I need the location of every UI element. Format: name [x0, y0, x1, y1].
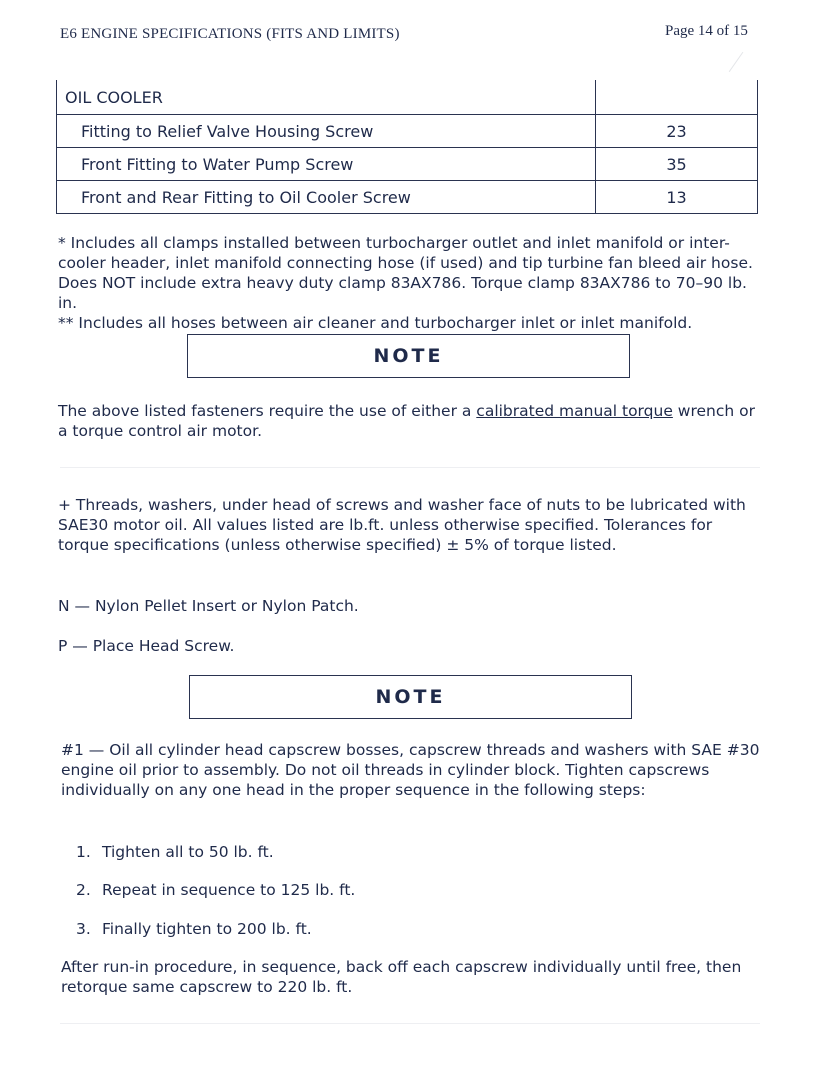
step-number: 1.	[76, 843, 91, 861]
step-number: 2.	[76, 881, 91, 899]
table-row	[57, 181, 758, 214]
table-row	[57, 115, 758, 148]
page-header-title: E6 ENGINE SPECIFICATIONS (FITS AND LIMITS)	[60, 26, 400, 42]
step-number: 3.	[76, 920, 91, 938]
table-row-label: Front Fitting to Water Pump Screw	[57, 148, 596, 181]
tighten-step	[76, 843, 274, 861]
divider	[60, 467, 760, 468]
oil-cooler-torque-table	[56, 80, 758, 214]
table-row-label: Front and Rear Fitting to Oil Cooler Screw	[57, 181, 596, 214]
note-heading-box	[187, 334, 630, 378]
footnote-single-asterisk: * Includes all clamps installed between turbocharger outlet and inlet manifold or inter-cooler header, inlet manifold connecting hose (if used) and tip turbine fan bleed air hose. Does NOT include extra heavy duty clamp 83AX786. Torque clamp 83AX786 to 70–90 lb. in.	[58, 234, 753, 312]
nylon-note: N — Nylon Pellet Insert or Nylon Patch.	[58, 597, 359, 615]
table-section-value	[596, 80, 758, 115]
table-row-value: 23	[596, 115, 758, 148]
table-row	[57, 148, 758, 181]
table-row-value: 13	[596, 181, 758, 214]
step-text: Finally tighten to 200 lb. ft.	[102, 920, 312, 938]
lubrication-note: + Threads, washers, under head of screws and washer face of nuts to be lubricated with SAE30 motor oil. All values listed are lb.ft. unless otherwise specified. Tolerances for torque specifications (unless otherwise specified) ± 5% of torque listed.	[58, 496, 746, 554]
note-heading-box	[189, 675, 632, 719]
place-head-note: P — Place Head Screw.	[58, 637, 235, 655]
table-section-row	[57, 80, 758, 115]
note-heading: NOTE	[375, 686, 446, 708]
capscrew-note: #1 — Oil all cylinder head capscrew bosses, capscrew threads and washers with SAE #30 engine oil prior to assembly. Do not oil threads in cylinder block. Tighten capscrews individually on any one head in the proper sequence in the following steps:	[61, 741, 760, 799]
table-row-value: 35	[596, 148, 758, 181]
tighten-step	[76, 881, 355, 899]
table-section-label: OIL COOLER	[57, 80, 596, 115]
calibrated-torque-link[interactable]: calibrated manual torque	[476, 402, 673, 420]
note1-text	[58, 401, 763, 441]
step-text: Tighten all to 50 lb. ft.	[102, 843, 274, 861]
note1-text-tail: wrench or a torque control air motor.	[58, 402, 755, 440]
note-heading: NOTE	[373, 345, 444, 367]
step-text: Repeat in sequence to 125 lb. ft.	[102, 881, 356, 899]
divider	[60, 1023, 760, 1024]
tighten-step	[76, 920, 312, 938]
note1-text-before: The above listed fasteners require the use of either a	[58, 402, 477, 420]
footnote-double-asterisk: ** Includes all hoses between air cleaner and turbocharger inlet or inlet manifold.	[58, 314, 693, 332]
table-row-label: Fitting to Relief Valve Housing Screw	[57, 115, 596, 148]
page-number: Page 14 of 15	[665, 23, 748, 39]
retorque-note: After run-in procedure, in sequence, back off each capscrew individually until free, then retorque same capscrew to 220 lb. ft.	[61, 958, 742, 996]
